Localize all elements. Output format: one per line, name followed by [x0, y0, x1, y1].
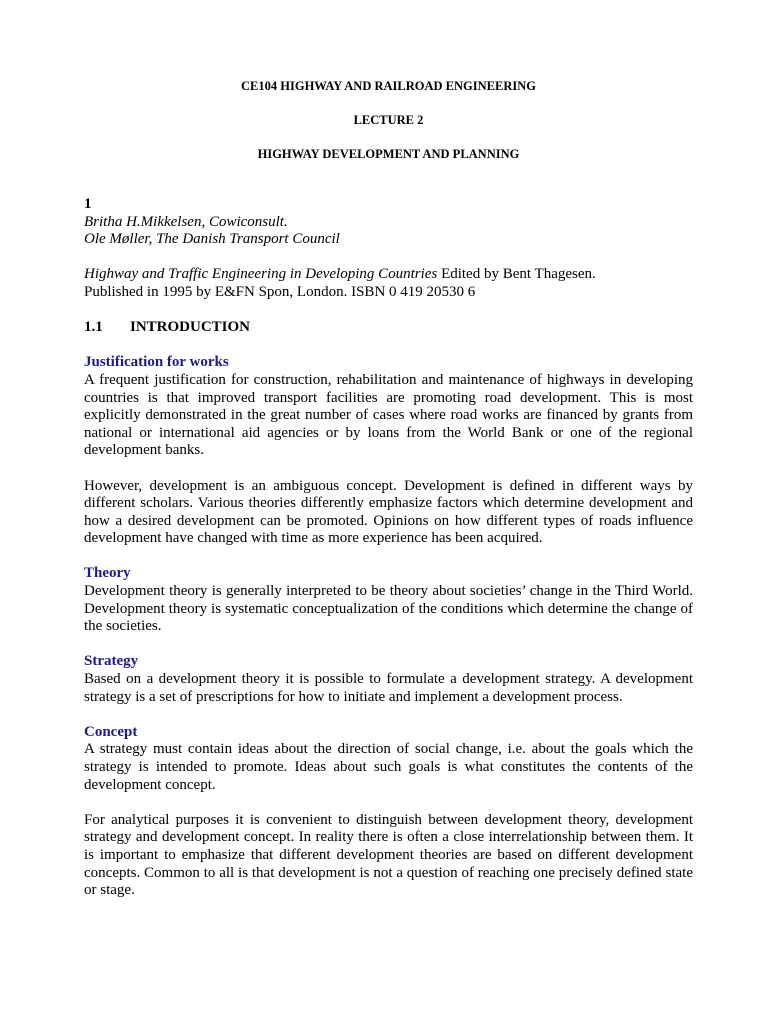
- strategy-paragraph: Based on a development theory it is possible to formulate a development strategy. A development strategy is a set of prescriptions for how to initiate and implement a development process.: [84, 671, 693, 705]
- concept-paragraph-1: A strategy must contain ideas about the direction of social change, i.e. about the goals which the strategy is intended to promote. Ideas about such goals is what constitutes the contents of the development concept.: [84, 741, 693, 793]
- book-editor: Edited by Bent Thagesen.: [437, 266, 596, 283]
- authors-block: [84, 196, 693, 249]
- concept-paragraph-2: For analytical purposes it is convenient to distinguish between development theory, development strategy and development concept. In reality there is often a close interrelationship between them. It is important to emphasize that different development theories are based on different development concepts. Common to all is that development is not a question of reaching one precisely defined state or stage.: [84, 811, 693, 899]
- concept-heading: Concept: [84, 723, 138, 740]
- course-title: CE104 HIGHWAY AND RAILROAD ENGINEERING: [241, 79, 536, 93]
- section-number: 1.1: [84, 319, 103, 336]
- theory-heading: Theory: [84, 565, 131, 582]
- document-page: [84, 77, 693, 917]
- book-title: Highway and Traffic Engineering in Developing Countries: [84, 266, 438, 283]
- lecture-number: LECTURE 2: [353, 113, 424, 127]
- publication-info: Published in 1995 by E&FN Spon, London. ISBN 0 419 20530 6: [84, 283, 476, 300]
- strategy-heading: Strategy: [84, 653, 139, 670]
- section-heading: [84, 319, 693, 337]
- justification-heading: Justification for works: [84, 354, 229, 371]
- theory-paragraph: Development theory is generally interpreted to be theory about societies’ change in the Third World. Development theory is systematic conceptualization of the conditions which determine the change of the societies.: [84, 583, 693, 635]
- justification-paragraph-2: However, development is an ambiguous concept. Development is defined in different ways by different scholars. Various theories differently emphasize factors which determine development and how a desired development can be promoted. Opinions on how different types of roads influence development have changed with time as more experience has been acquired.: [84, 477, 693, 547]
- book-reference: [84, 266, 693, 284]
- lecture-title: HIGHWAY DEVELOPMENT AND PLANNING: [257, 147, 520, 161]
- footnote-number: 1: [84, 196, 92, 212]
- author-1: Britha H.Mikkelsen, Cowiconsult.: [84, 213, 288, 230]
- author-2: Ole Møller, The Danish Transport Council: [84, 231, 340, 248]
- reference-block: [84, 266, 693, 301]
- justification-paragraph-1: A frequent justification for construction, rehabilitation and maintenance of highways in developing countries is that improved transport facilities are promoting road development. This is most explicitly demonstrated in the great number of cases where road works are financed by grants from national or international aid agencies or by loans from the World Bank or one of the regional development banks.: [84, 371, 693, 459]
- section-title: INTRODUCTION: [130, 319, 251, 336]
